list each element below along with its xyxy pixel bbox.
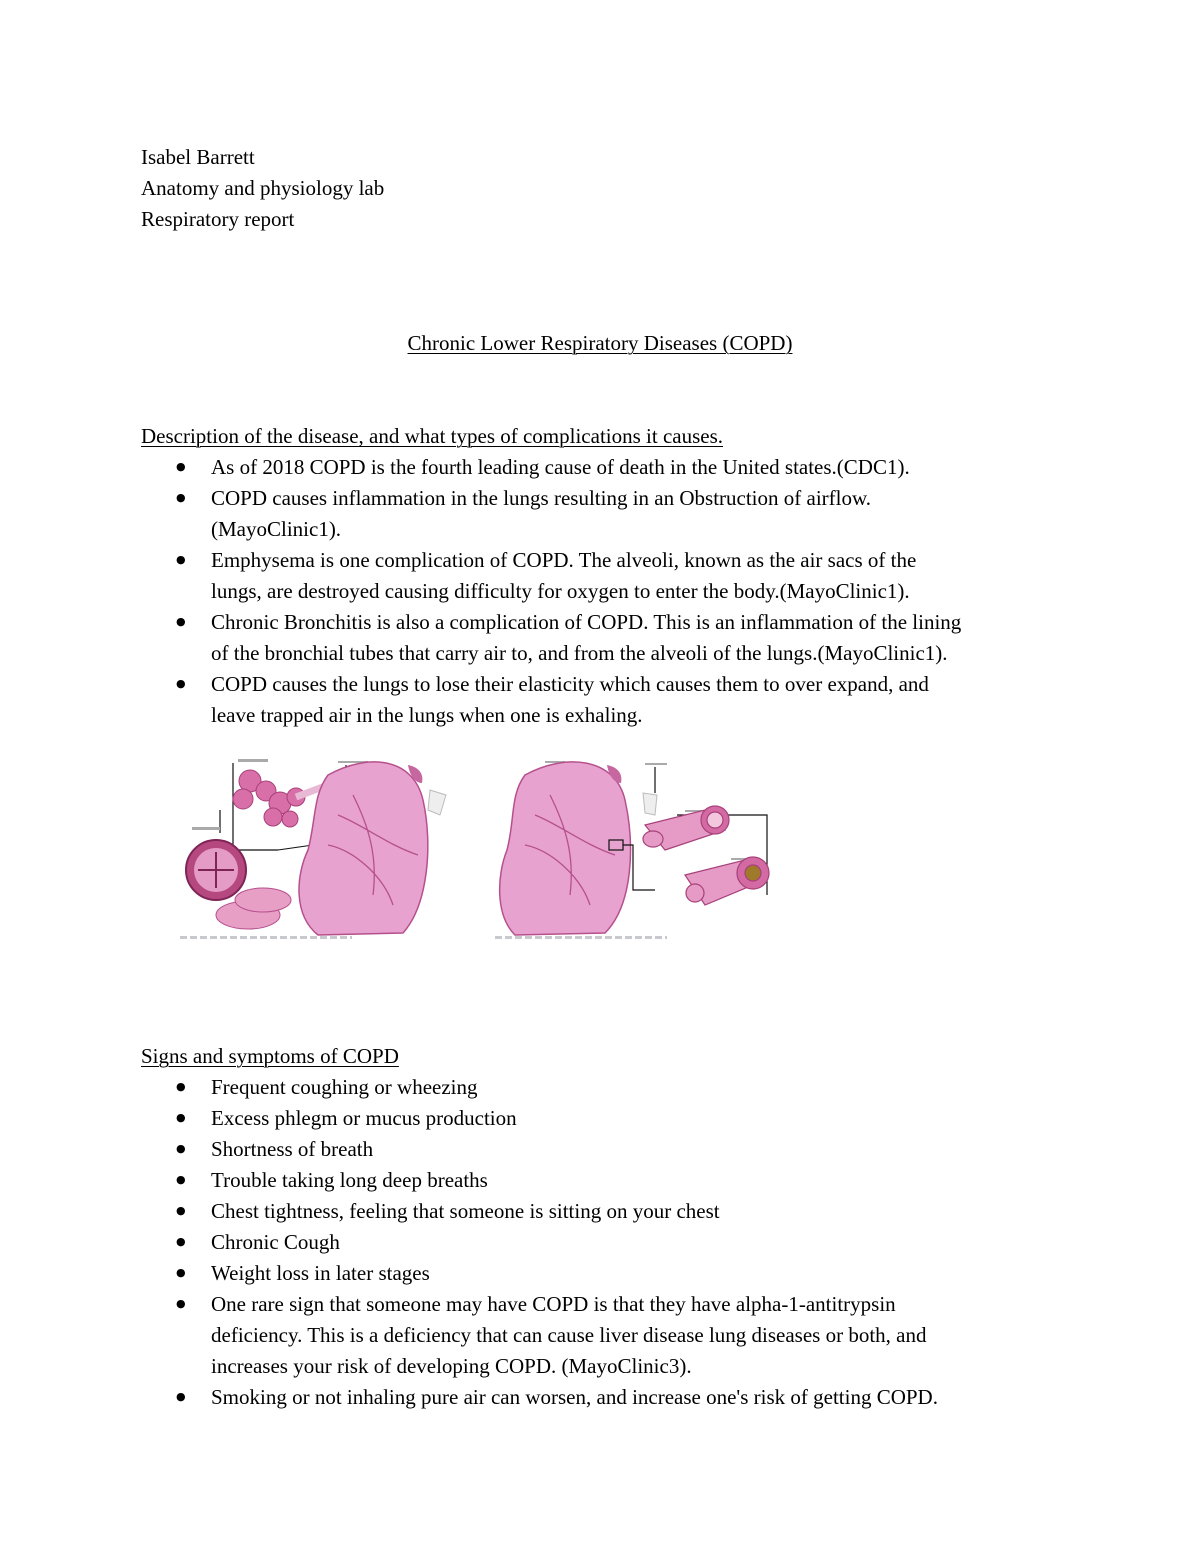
list-item-line: leave trapped air in the lungs when one is exhaling. [211, 703, 643, 727]
list-item-line: Smoking or not inhaling pure air can worsen, and increase one's risk of getting COPD. [211, 1385, 938, 1409]
list-item-line: COPD causes the lungs to lose their elasticity which causes them to over expand, and [211, 672, 929, 696]
course-name: Anatomy and physiology lab [141, 176, 385, 200]
list-item-line: COPD causes inflammation in the lungs resulting in an Obstruction of airflow. [211, 486, 872, 510]
bullet-icon: ● [176, 1080, 186, 1093]
section-heading-description: Description of the disease, and what types of complications it causes. [141, 424, 724, 448]
bullet-icon: ● [176, 491, 186, 504]
bullet-icon: ● [176, 1173, 186, 1186]
bullet-icon: ● [176, 1235, 186, 1248]
bullet-icon: ● [176, 1111, 186, 1124]
emphysema-illustration [178, 755, 460, 940]
document-title: Chronic Lower Respiratory Diseases (COPD) [407, 331, 793, 355]
list-item-line: Frequent coughing or wheezing [211, 1075, 478, 1099]
bullet-icon: ● [176, 1390, 186, 1403]
author-name: Isabel Barrett [141, 145, 255, 169]
bullet-icon: ● [176, 1266, 186, 1279]
list-item-line: of the bronchial tubes that carry air to, and from the alveoli of the lungs.(MayoClinic1). [211, 641, 948, 665]
bullet-icon: ● [176, 1297, 186, 1310]
list-item-line: deficiency. This is a deficiency that can cause liver disease lung diseases or both, and [211, 1323, 927, 1347]
list-item-line: lungs, are destroyed causing difficulty for oxygen to enter the body.(MayoClinic1). [211, 579, 910, 603]
list-item-line: Emphysema is one complication of COPD. The alveoli, known as the air sacs of the [211, 548, 917, 572]
list-item-line: As of 2018 COPD is the fourth leading cause of death in the United states.(CDC1). [211, 455, 910, 479]
bullet-icon: ● [176, 553, 186, 566]
bullet-icon: ● [176, 1142, 186, 1155]
section-heading-symptoms: Signs and symptoms of COPD [141, 1044, 399, 1068]
report-type: Respiratory report [141, 207, 295, 231]
list-item-line: increases your risk of developing COPD. (MayoClinic3). [211, 1354, 692, 1378]
bullet-icon: ● [176, 1204, 186, 1217]
list-item-line: Shortness of breath [211, 1137, 374, 1161]
bullet-icon: ● [176, 677, 186, 690]
chronic-bronchitis-illustration [495, 755, 780, 940]
list-item-line: One rare sign that someone may have COPD is that they have alpha-1-antitrypsin [211, 1292, 896, 1316]
list-item-line: Weight loss in later stages [211, 1261, 430, 1285]
list-item-line: Chest tightness, feeling that someone is sitting on your chest [211, 1199, 720, 1223]
bullet-icon: ● [176, 460, 186, 473]
list-item-line: (MayoClinic1). [211, 517, 342, 541]
list-item-line: Excess phlegm or mucus production [211, 1106, 517, 1130]
list-item-line: Chronic Bronchitis is also a complication of COPD. This is an inflammation of the lining [211, 610, 962, 634]
list-item-line: Chronic Cough [211, 1230, 340, 1254]
bullet-icon: ● [176, 615, 186, 628]
list-item-line: Trouble taking long deep breaths [211, 1168, 488, 1192]
